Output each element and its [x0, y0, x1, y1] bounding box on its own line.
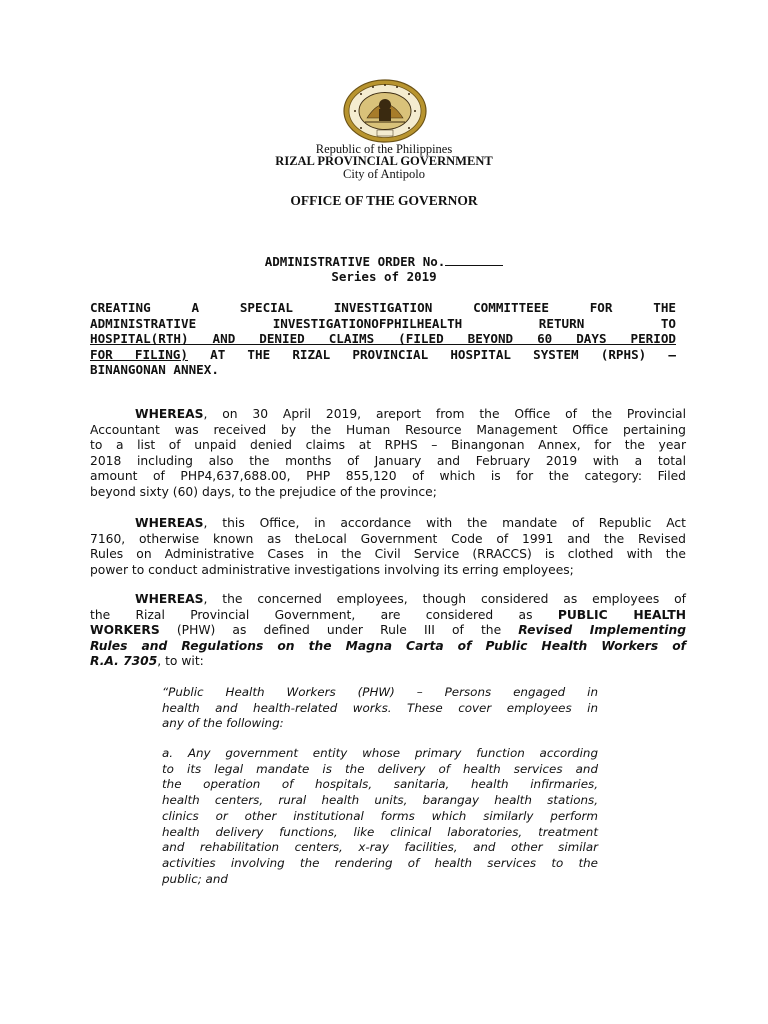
- quote-line: a. Any government entity whose primary function according: [162, 746, 598, 760]
- paragraph-text: (PHW) as defined under Rule III of the: [159, 623, 519, 638]
- header-republic: Republic of the Philippines: [315, 142, 453, 156]
- paragraph-text: , the concerned employees, though considered as employees of: [203, 592, 686, 606]
- irr-reference: Revised Implementing: [518, 623, 686, 638]
- order-number-blank: [445, 254, 503, 266]
- quote-line: public; and: [162, 871, 228, 886]
- quote-line: clinics or other institutional forms which similarly perform: [162, 808, 598, 823]
- quote-line: activities involving the rendering of health services to the: [162, 855, 598, 870]
- title-line: CREATING A SPECIAL INVESTIGATION COMMITTEEE FOR THE: [90, 300, 676, 315]
- paragraph-line: [90, 654, 686, 670]
- quote-line: to its legal mandate is the delivery of health services and: [162, 761, 598, 776]
- quote-line: and rehabilitation centers, x-ray facilities, and other similar: [162, 840, 598, 855]
- paragraph-line: [90, 592, 686, 608]
- phw-term: PUBLIC HEALTH: [557, 607, 687, 622]
- paragraph-line: [90, 516, 686, 532]
- paragraph-line: power to conduct administrative investigations involving its erring employees;: [90, 562, 574, 577]
- title-line: BINANGONAN ANNEX.: [90, 362, 219, 378]
- header-government: RIZAL PROVINCIAL GOVERNMENT: [275, 154, 493, 168]
- paragraph-line: 7160, otherwise known as theLocal Government Code of 1991 and the Revised: [90, 531, 686, 546]
- title-line: HOSPITAL(RTH) AND DENIED CLAIMS (FILED BEYOND 60 DAYS PERIOD: [90, 331, 676, 347]
- quote-line: health centers, rural health units, barangay health stations,: [162, 793, 598, 808]
- paragraph-text: , this Office, in accordance with the mandate of Republic Act: [203, 516, 686, 530]
- title-underlined-text: FOR FILING): [90, 346, 188, 362]
- title-text: AT THE RIZAL PROVINCIAL HOSPITAL SYSTEM (RPHS) –: [187, 346, 676, 362]
- whereas-lead: WHEREAS: [135, 407, 204, 421]
- quote-line: health delivery functions, like clinical laboratories, treatment: [162, 824, 598, 839]
- quote-line: the operation of hospitals, sanitaria, health infirmaries,: [162, 777, 598, 792]
- quote-line: “Public Health Workers (PHW) – Persons engaged in: [162, 685, 598, 699]
- paragraph-text: the Rizal Provincial Government, are considered as: [90, 607, 558, 622]
- paragraph-line: [90, 623, 686, 639]
- paragraph-line: beyond sixty (60) days, to the prejudice of the province;: [90, 484, 437, 499]
- paragraph-text: , to wit:: [157, 654, 204, 669]
- paragraph-line: Rules on Administrative Cases in the Civil Service (RRACCS) is clothed with the: [90, 547, 686, 562]
- title-line: [90, 347, 676, 363]
- whereas-paragraph: [90, 516, 686, 578]
- quoted-definition: [162, 685, 598, 732]
- paragraph-line: amount of PHP4,637,688.00, PHP 855,120 of which is for the category: Filed: [90, 469, 686, 484]
- order-number: [0, 254, 768, 269]
- quoted-item-a: [162, 746, 598, 887]
- header-office: OFFICE OF THE GOVERNOR: [290, 193, 478, 208]
- order-series: Series of 2019: [331, 269, 437, 284]
- paragraph-line: 2018 including also the months of January and February 2019 with a total: [90, 453, 686, 468]
- whereas-paragraph: [90, 592, 686, 670]
- paragraph-line: to a list of unpaid denied claims at RPHS – Binangonan Annex, for the year: [90, 438, 686, 453]
- quote-line: any of the following:: [162, 716, 284, 731]
- title-line: ADMINISTRATIVE INVESTIGATIONOFPHILHEALTH RETURN TO: [90, 315, 676, 331]
- order-title: [90, 300, 676, 378]
- whereas-lead: WHEREAS: [135, 516, 204, 530]
- order-number-label: ADMINISTRATIVE ORDER No.: [264, 254, 446, 269]
- quote-line: health and health-related works. These cover employees in: [162, 700, 598, 715]
- provincial-seal-icon: [341, 78, 429, 144]
- paragraph-line: [90, 608, 686, 624]
- paragraph-line: Accountant was received by the Human Resource Management Office pertaining: [90, 422, 686, 437]
- paragraph-line: [90, 407, 686, 423]
- paragraph-line: Rules and Regulations on the Magna Carta of Public Health Workers of: [90, 638, 686, 653]
- phw-term: WORKERS: [90, 623, 160, 638]
- whereas-lead: WHEREAS: [135, 592, 204, 606]
- paragraph-text: , on 30 April 2019, areport from the Office of the Provincial: [203, 407, 686, 421]
- header-city: City of Antipolo: [343, 167, 425, 181]
- ra-reference: R.A. 7305: [90, 654, 158, 669]
- whereas-paragraph: [90, 407, 686, 501]
